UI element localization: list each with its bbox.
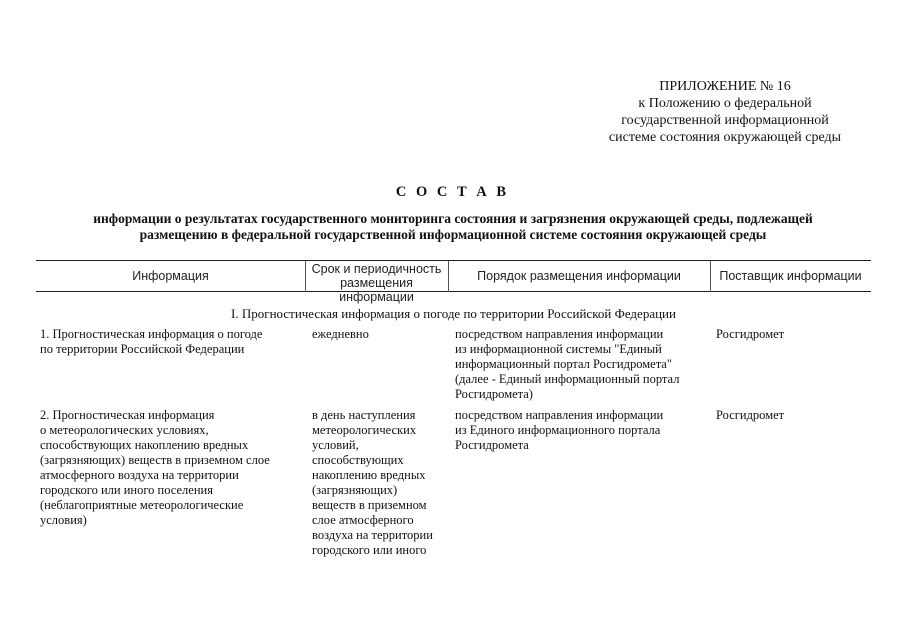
cell-line: 1. Прогностическая информация о погоде [40, 327, 263, 341]
header-info: Информация [132, 269, 209, 283]
cell-line: в день наступления [312, 408, 416, 422]
header-period-line: размещения информации [339, 276, 414, 304]
cell-line: Росгидромета [455, 438, 529, 452]
appendix-line: государственной информационной [621, 113, 829, 128]
table-row-1-procedure [455, 327, 679, 402]
table-row-1-info [40, 327, 262, 357]
document-subtitle [28, 211, 878, 243]
header-procedure: Порядок размещения информации [477, 269, 681, 283]
cell-line: о метеорологических условиях, [40, 423, 209, 437]
cell-line: из информационной системы "Единый [455, 342, 662, 356]
cell-line: условия) [40, 513, 87, 527]
subtitle-line: информации о результатах государственного мониторинга состояния и загрязнения окружающей среды, подлежащей [93, 211, 813, 226]
cell-line: городского или иного поселения [40, 483, 213, 497]
cell-line: метеорологических [312, 423, 417, 437]
table-row-2-procedure [455, 408, 663, 453]
cell-line: слое атмосферного [312, 513, 414, 527]
cell-line: из Единого информационного портала [455, 423, 661, 437]
table-row-2-period [312, 408, 433, 558]
subtitle-line: размещению в федеральной государственной информационной системе состояния окружающей среды [139, 227, 767, 242]
cell-line: условий, [312, 438, 359, 452]
appendix-line: к Положению о федеральной [638, 96, 812, 111]
cell-line: (неблагоприятные метеорологические [40, 498, 244, 512]
cell-line: (далее - Единый информационный портал [455, 372, 680, 386]
header-period [305, 262, 448, 304]
cell-line: Росгидромет [716, 327, 785, 341]
cell-line: веществ в приземном [312, 498, 427, 512]
appendix-line: ПРИЛОЖЕНИЕ № 16 [659, 79, 791, 94]
table-row-2-info [40, 408, 270, 528]
cell-line: посредством направления информации [455, 327, 664, 341]
table-header-bottom-rule [36, 291, 871, 292]
cell-line: ежедневно [312, 327, 369, 341]
cell-line: атмосферного воздуха на территории [40, 468, 239, 482]
section-title: I. Прогностическая информация о погоде по территории Российской Федерации [231, 306, 676, 321]
cell-line: информационный портал Росгидромета" [455, 357, 672, 371]
appendix-line: системе состояния окружающей среды [608, 130, 842, 145]
cell-line: (загрязняющих) [312, 483, 398, 497]
appendix-heading [560, 78, 890, 146]
cell-line: (загрязняющих) веществ в приземном слое [40, 453, 270, 467]
cell-line: накоплению вредных [312, 468, 426, 482]
document-title: С О С Т А В [395, 184, 510, 200]
table-row-1-period [312, 327, 369, 342]
cell-line: воздуха на территории [312, 528, 433, 542]
table-row-1-supplier [716, 327, 784, 342]
table-row-2-supplier [716, 408, 784, 423]
header-supplier: Поставщик информации [719, 269, 862, 283]
cell-line: по территории Российской Федерации [40, 342, 245, 356]
cell-line: 2. Прогностическая информация [40, 408, 215, 422]
cell-line: Росгидромет [716, 408, 785, 422]
cell-line: Росгидромета) [455, 387, 533, 401]
cell-line: способствующих [312, 453, 404, 467]
cell-line: способствующих накоплению вредных [40, 438, 249, 452]
table-header-top-rule [36, 260, 871, 261]
cell-line: городского или иного [312, 543, 427, 557]
header-period-line: Срок и периодичность [311, 262, 442, 276]
cell-line: посредством направления информации [455, 408, 664, 422]
